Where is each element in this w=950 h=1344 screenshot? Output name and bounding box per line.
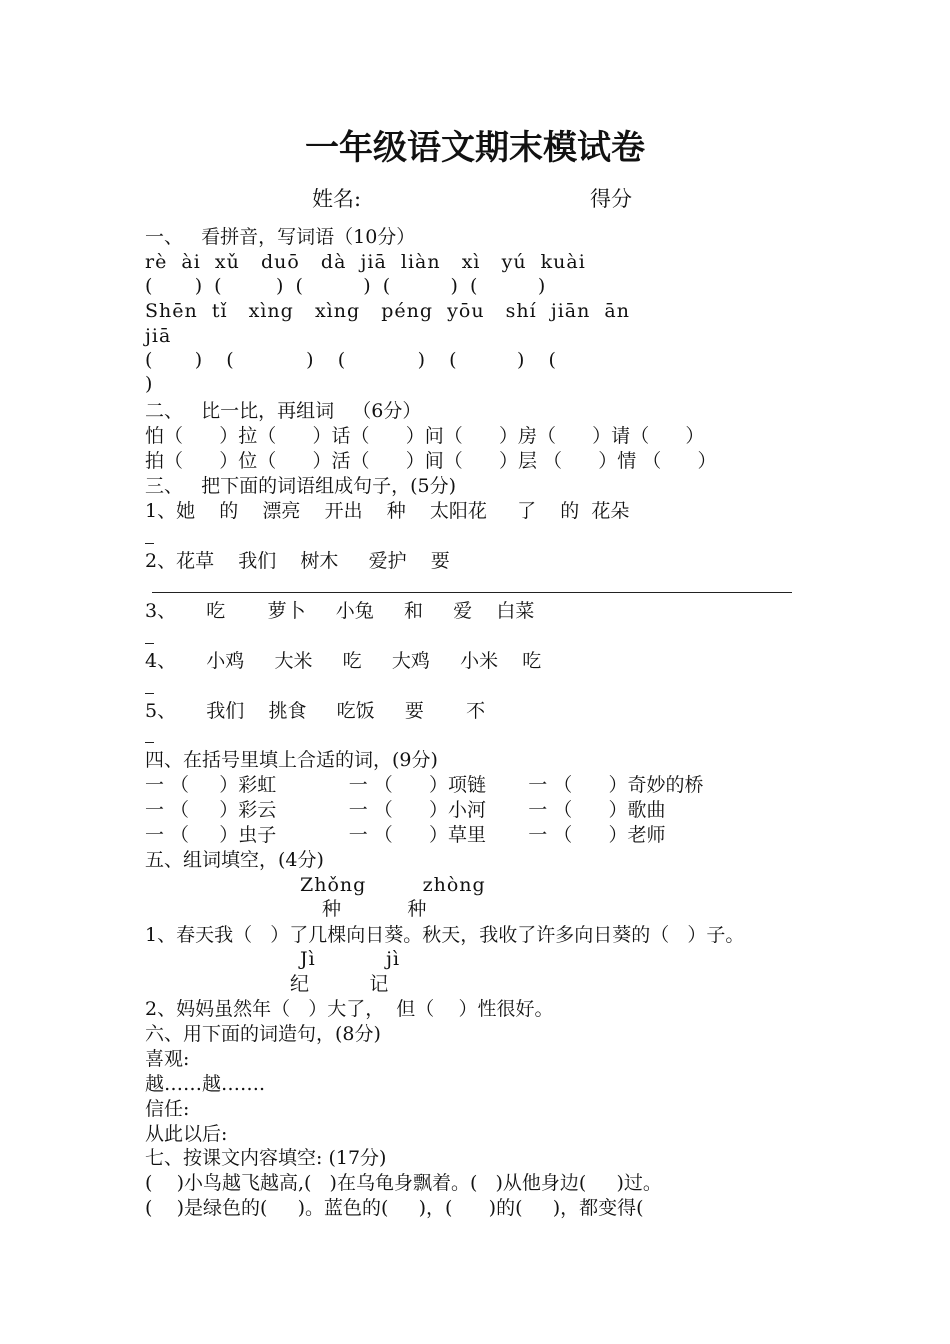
section-3-heading: 三、 把下面的词语组成句子，(5分) [145, 475, 457, 497]
answer-line-q2 [152, 592, 792, 593]
blanks-row-1: ( ) ( ) ( ) ( ) ( ) [145, 275, 546, 297]
blanks-row-2: ( ) ( ) ( ) ( ) ( [145, 349, 556, 371]
sentence-q2: 2、花草 我们 树木 爱护 要 [145, 550, 450, 572]
section-4-heading: 四、在括号里填上合适的词，(9分) [145, 749, 438, 771]
char-ji: 纪 记 [290, 973, 389, 995]
char-zhong: 种 种 [322, 898, 427, 920]
word-2: 越……越……. [145, 1073, 266, 1095]
pinyin-row-2-wrap: jiā [145, 325, 172, 347]
text-fill-row-1: ( )小鸟越飞越高,( )在乌龟身飘着。( )从他身边( )过。 [145, 1172, 662, 1194]
word-1: 喜观: [145, 1048, 190, 1070]
fill-q1: 1、春天我（ ）了几棵向日葵。秋天，我收了许多向日葵的（ ）子。 [145, 924, 745, 946]
section-1-heading: 一、 看拼音，写词语（10分） [145, 226, 416, 248]
compare-row-2: 拍（ ）位（ ）活（ ）间（ ）层 （ ）情 （ ） [145, 450, 717, 472]
fill-row-2: 一 （ ）彩云 一 （ ）小河 一 （ ）歌曲 [145, 799, 666, 821]
blanks-row-2-wrap: ) [145, 373, 153, 395]
section-6-heading: 六、用下面的词造句，(8分) [145, 1023, 381, 1045]
score-label: 得分 [590, 187, 632, 211]
word-3: 信任: [145, 1098, 190, 1120]
sentence-q3: 3、 吃 萝卜 小兔 和 爱 白菜 [145, 600, 535, 622]
sentence-q4: 4、 小鸡 大米 吃 大鸡 小米 吃 [145, 650, 542, 672]
answer-line-q5 [145, 742, 154, 743]
pinyin-ji: Jì jì [300, 948, 401, 970]
sentence-q5: 5、 我们 挑食 吃饭 要 不 [145, 700, 486, 722]
section-7-heading: 七、按课文内容填空: (17分) [145, 1147, 387, 1169]
compare-row-1: 怕（ ）拉（ ）话（ ）问（ ）房（ ）请（ ） [145, 425, 705, 447]
pinyin-zhong: Zhǒng zhòng [300, 874, 486, 896]
pinyin-row-2: Shēn tǐ xìng xìng péng yōu shí jiān ān [145, 300, 630, 322]
fill-row-3: 一 （ ）虫子 一 （ ）草里 一 （ ）老师 [145, 824, 666, 846]
section-2-heading: 二、 比一比，再组词 （6分） [145, 400, 422, 422]
name-label: 姓名: [312, 187, 362, 211]
word-4: 从此以后: [145, 1123, 228, 1145]
text-fill-row-2: ( )是绿色的( )。蓝色的( )，( )的( )，都变得( [145, 1197, 644, 1219]
section-5-heading: 五、组词填空，(4分) [145, 849, 324, 871]
answer-line-q1 [145, 543, 154, 544]
answer-line-q4 [145, 693, 154, 694]
page-title: 一年级语文期末模试卷 [305, 128, 645, 168]
fill-q2: 2、妈妈虽然年（ ）大了， 但（ ）性很好。 [145, 998, 554, 1020]
fill-row-1: 一 （ ）彩虹 一 （ ）项链 一 （ ）奇妙的桥 [145, 774, 704, 796]
answer-line-q3 [145, 643, 154, 644]
pinyin-row-1: rè ài xǔ duō dà jiā liàn xì yú kuài [145, 251, 586, 273]
sentence-q1: 1、她 的 漂亮 开出 种 太阳花 了 的 花朵 [145, 500, 630, 522]
